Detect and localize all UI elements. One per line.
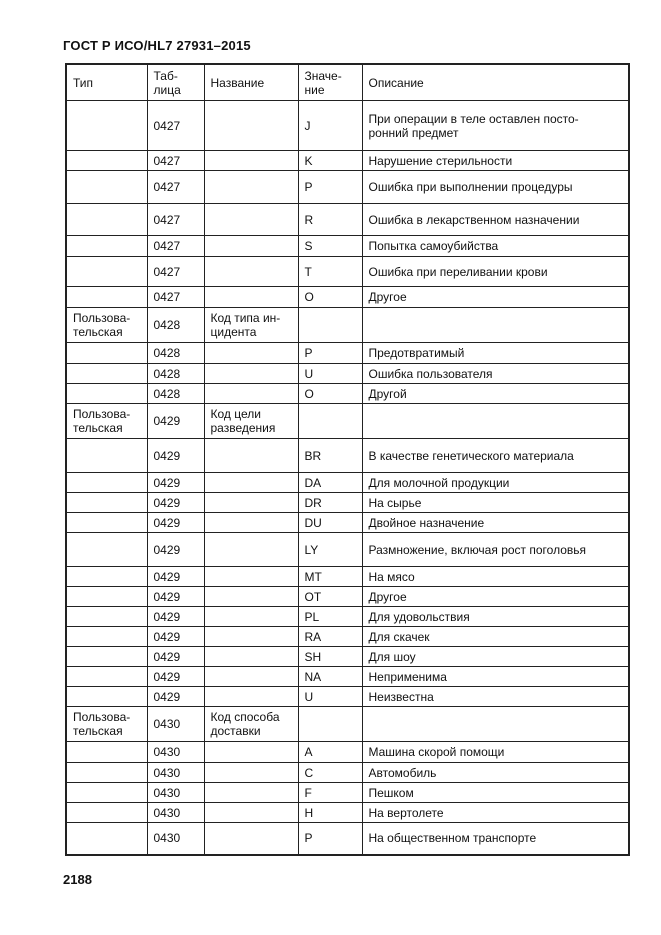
- cell-table: 0429: [147, 533, 204, 567]
- cell-name: [204, 742, 298, 763]
- table-body: [66, 101, 629, 855]
- column-header-description: Описание: [362, 64, 629, 101]
- cell-table: 0430: [147, 783, 204, 803]
- cell-table: 0430: [147, 763, 204, 783]
- cell-type: [66, 783, 147, 803]
- cell-table: 0427: [147, 151, 204, 171]
- cell-type: [66, 587, 147, 607]
- cell-value: BR: [298, 439, 362, 473]
- table-row: [66, 308, 629, 343]
- cell-name: [204, 763, 298, 783]
- cell-description: Для удовольствия: [362, 607, 629, 627]
- cell-type: [66, 287, 147, 308]
- cell-value: RA: [298, 627, 362, 647]
- cell-description: Другой: [362, 384, 629, 404]
- cell-description: Ошибка при выполнении процедуры: [362, 171, 629, 204]
- table-header-row: [66, 64, 629, 101]
- cell-value: C: [298, 763, 362, 783]
- cell-description: Предотвратимый: [362, 343, 629, 364]
- cell-name: [204, 257, 298, 287]
- cell-type: [66, 384, 147, 404]
- cell-description: Машина скорой помощи: [362, 742, 629, 763]
- cell-description: Пешком: [362, 783, 629, 803]
- cell-value: U: [298, 364, 362, 384]
- cell-value: S: [298, 236, 362, 257]
- table-row: [66, 667, 629, 687]
- cell-type: Пользова- тельская: [66, 707, 147, 742]
- cell-type: [66, 803, 147, 823]
- table-row: [66, 364, 629, 384]
- cell-table: 0429: [147, 687, 204, 707]
- cell-description: В качестве генетического материала: [362, 439, 629, 473]
- cell-type: [66, 171, 147, 204]
- cell-name: [204, 101, 298, 151]
- cell-description: Автомобиль: [362, 763, 629, 783]
- cell-value: O: [298, 384, 362, 404]
- table-row: [66, 151, 629, 171]
- cell-name: Код способа доставки: [204, 707, 298, 742]
- column-header-value-text: Значе- ние: [304, 68, 342, 97]
- table-row: [66, 533, 629, 567]
- cell-table: 0429: [147, 587, 204, 607]
- cell-type: [66, 151, 147, 171]
- cell-name: [204, 667, 298, 687]
- cell-name: [204, 627, 298, 647]
- cell-table: 0427: [147, 101, 204, 151]
- table-row: [66, 742, 629, 763]
- cell-name: [204, 439, 298, 473]
- cell-value: J: [298, 101, 362, 151]
- cell-type: [66, 567, 147, 587]
- cell-type: [66, 204, 147, 236]
- cell-name: Код цели разведения: [204, 404, 298, 439]
- cell-name: [204, 493, 298, 513]
- cell-description: Для молочной продукции: [362, 473, 629, 493]
- table-row: [66, 823, 629, 855]
- cell-type: [66, 607, 147, 627]
- cell-description: [362, 707, 629, 742]
- cell-type: [66, 742, 147, 763]
- cell-description: На мясо: [362, 567, 629, 587]
- cell-table: 0429: [147, 627, 204, 647]
- table-row: [66, 101, 629, 151]
- cell-table: 0429: [147, 493, 204, 513]
- cell-value: PL: [298, 607, 362, 627]
- cell-type: [66, 439, 147, 473]
- cell-table: 0427: [147, 287, 204, 308]
- cell-table: 0428: [147, 364, 204, 384]
- table-row: [66, 763, 629, 783]
- cell-table: 0427: [147, 171, 204, 204]
- cell-table: 0430: [147, 823, 204, 855]
- cell-name: [204, 473, 298, 493]
- cell-name: [204, 687, 298, 707]
- cell-table: 0428: [147, 384, 204, 404]
- cell-value: LY: [298, 533, 362, 567]
- column-header-name: Название: [204, 64, 298, 101]
- table-row: [66, 404, 629, 439]
- table-row: [66, 687, 629, 707]
- cell-name: [204, 236, 298, 257]
- table-row: [66, 587, 629, 607]
- table-row: [66, 493, 629, 513]
- cell-table: 0427: [147, 236, 204, 257]
- cell-name: [204, 567, 298, 587]
- cell-type: [66, 533, 147, 567]
- cell-name: [204, 287, 298, 308]
- cell-description: На сырье: [362, 493, 629, 513]
- cell-description: Попытка самоубийства: [362, 236, 629, 257]
- cell-description: Двойное назначение: [362, 513, 629, 533]
- cell-value: H: [298, 803, 362, 823]
- cell-value: T: [298, 257, 362, 287]
- table-row: [66, 236, 629, 257]
- column-header-table: [147, 64, 204, 101]
- table-row: [66, 607, 629, 627]
- table-row: [66, 343, 629, 364]
- cell-name: [204, 587, 298, 607]
- cell-type: [66, 627, 147, 647]
- cell-name: [204, 647, 298, 667]
- table-row: [66, 257, 629, 287]
- cell-value: K: [298, 151, 362, 171]
- cell-name: [204, 384, 298, 404]
- cell-value: O: [298, 287, 362, 308]
- cell-value: NA: [298, 667, 362, 687]
- cell-description: Для шоу: [362, 647, 629, 667]
- table-row: [66, 171, 629, 204]
- cell-type: [66, 647, 147, 667]
- cell-type: [66, 101, 147, 151]
- cell-description: При операции в теле оставлен посто- ронний предмет: [362, 101, 629, 151]
- cell-description: Размножение, включая рост поголовья: [362, 533, 629, 567]
- cell-value: MT: [298, 567, 362, 587]
- cell-value: P: [298, 171, 362, 204]
- table-row: [66, 384, 629, 404]
- cell-description: Нарушение стерильности: [362, 151, 629, 171]
- cell-value: R: [298, 204, 362, 236]
- cell-type: Пользова- тельская: [66, 308, 147, 343]
- cell-name: [204, 204, 298, 236]
- cell-value: SH: [298, 647, 362, 667]
- cell-type: [66, 257, 147, 287]
- table-row: [66, 439, 629, 473]
- cell-table: 0429: [147, 647, 204, 667]
- cell-value: DA: [298, 473, 362, 493]
- cell-name: [204, 533, 298, 567]
- cell-table: 0428: [147, 308, 204, 343]
- table-row: [66, 473, 629, 493]
- cell-name: [204, 343, 298, 364]
- cell-type: [66, 763, 147, 783]
- page-number: 2188: [63, 872, 92, 887]
- cell-value: OT: [298, 587, 362, 607]
- cell-value: P: [298, 343, 362, 364]
- table-row: [66, 513, 629, 533]
- column-header-value: [298, 64, 362, 101]
- cell-description: Другое: [362, 587, 629, 607]
- table-row: [66, 647, 629, 667]
- cell-name: [204, 783, 298, 803]
- table-row: [66, 204, 629, 236]
- cell-table: 0427: [147, 257, 204, 287]
- cell-table: 0430: [147, 742, 204, 763]
- cell-table: 0429: [147, 404, 204, 439]
- cell-table: 0427: [147, 204, 204, 236]
- cell-name: [204, 823, 298, 855]
- cell-value: U: [298, 687, 362, 707]
- cell-value: A: [298, 742, 362, 763]
- cell-value: F: [298, 783, 362, 803]
- cell-type: [66, 493, 147, 513]
- cell-type: [66, 513, 147, 533]
- table-row: [66, 567, 629, 587]
- table-row: [66, 803, 629, 823]
- cell-description: Для скачек: [362, 627, 629, 647]
- cell-table: 0429: [147, 473, 204, 493]
- cell-description: Другое: [362, 287, 629, 308]
- document-header: ГОСТ Р ИСО/HL7 27931–2015: [63, 38, 251, 53]
- cell-name: [204, 607, 298, 627]
- cell-description: Неприменима: [362, 667, 629, 687]
- cell-description: Ошибка при переливании крови: [362, 257, 629, 287]
- cell-table: 0429: [147, 667, 204, 687]
- cell-type: [66, 687, 147, 707]
- cell-type: [66, 236, 147, 257]
- cell-name: Код типа ин- цидента: [204, 308, 298, 343]
- cell-description: Ошибка в лекарственном назначении: [362, 204, 629, 236]
- cell-table: 0430: [147, 803, 204, 823]
- cell-description: [362, 404, 629, 439]
- cell-name: [204, 151, 298, 171]
- cell-description: [362, 308, 629, 343]
- cell-value: [298, 308, 362, 343]
- table-row: [66, 287, 629, 308]
- cell-type: Пользова- тельская: [66, 404, 147, 439]
- cell-name: [204, 364, 298, 384]
- code-table: [65, 63, 630, 856]
- cell-type: [66, 343, 147, 364]
- cell-table: 0429: [147, 439, 204, 473]
- cell-table: 0430: [147, 707, 204, 742]
- cell-description: На вертолете: [362, 803, 629, 823]
- cell-description: Ошибка пользователя: [362, 364, 629, 384]
- cell-table: 0428: [147, 343, 204, 364]
- cell-name: [204, 513, 298, 533]
- cell-type: [66, 364, 147, 384]
- cell-type: [66, 667, 147, 687]
- cell-value: [298, 404, 362, 439]
- cell-value: DR: [298, 493, 362, 513]
- cell-value: DU: [298, 513, 362, 533]
- column-header-type: Тип: [66, 64, 147, 101]
- cell-table: 0429: [147, 513, 204, 533]
- cell-value: [298, 707, 362, 742]
- cell-value: P: [298, 823, 362, 855]
- cell-type: [66, 823, 147, 855]
- cell-name: [204, 803, 298, 823]
- table-row: [66, 707, 629, 742]
- cell-type: [66, 473, 147, 493]
- cell-table: 0429: [147, 567, 204, 587]
- table-row: [66, 783, 629, 803]
- table-row: [66, 627, 629, 647]
- cell-description: На общественном транспорте: [362, 823, 629, 855]
- column-header-table-text: Таб- лица: [153, 68, 181, 97]
- cell-description: Неизвестна: [362, 687, 629, 707]
- cell-name: [204, 171, 298, 204]
- cell-table: 0429: [147, 607, 204, 627]
